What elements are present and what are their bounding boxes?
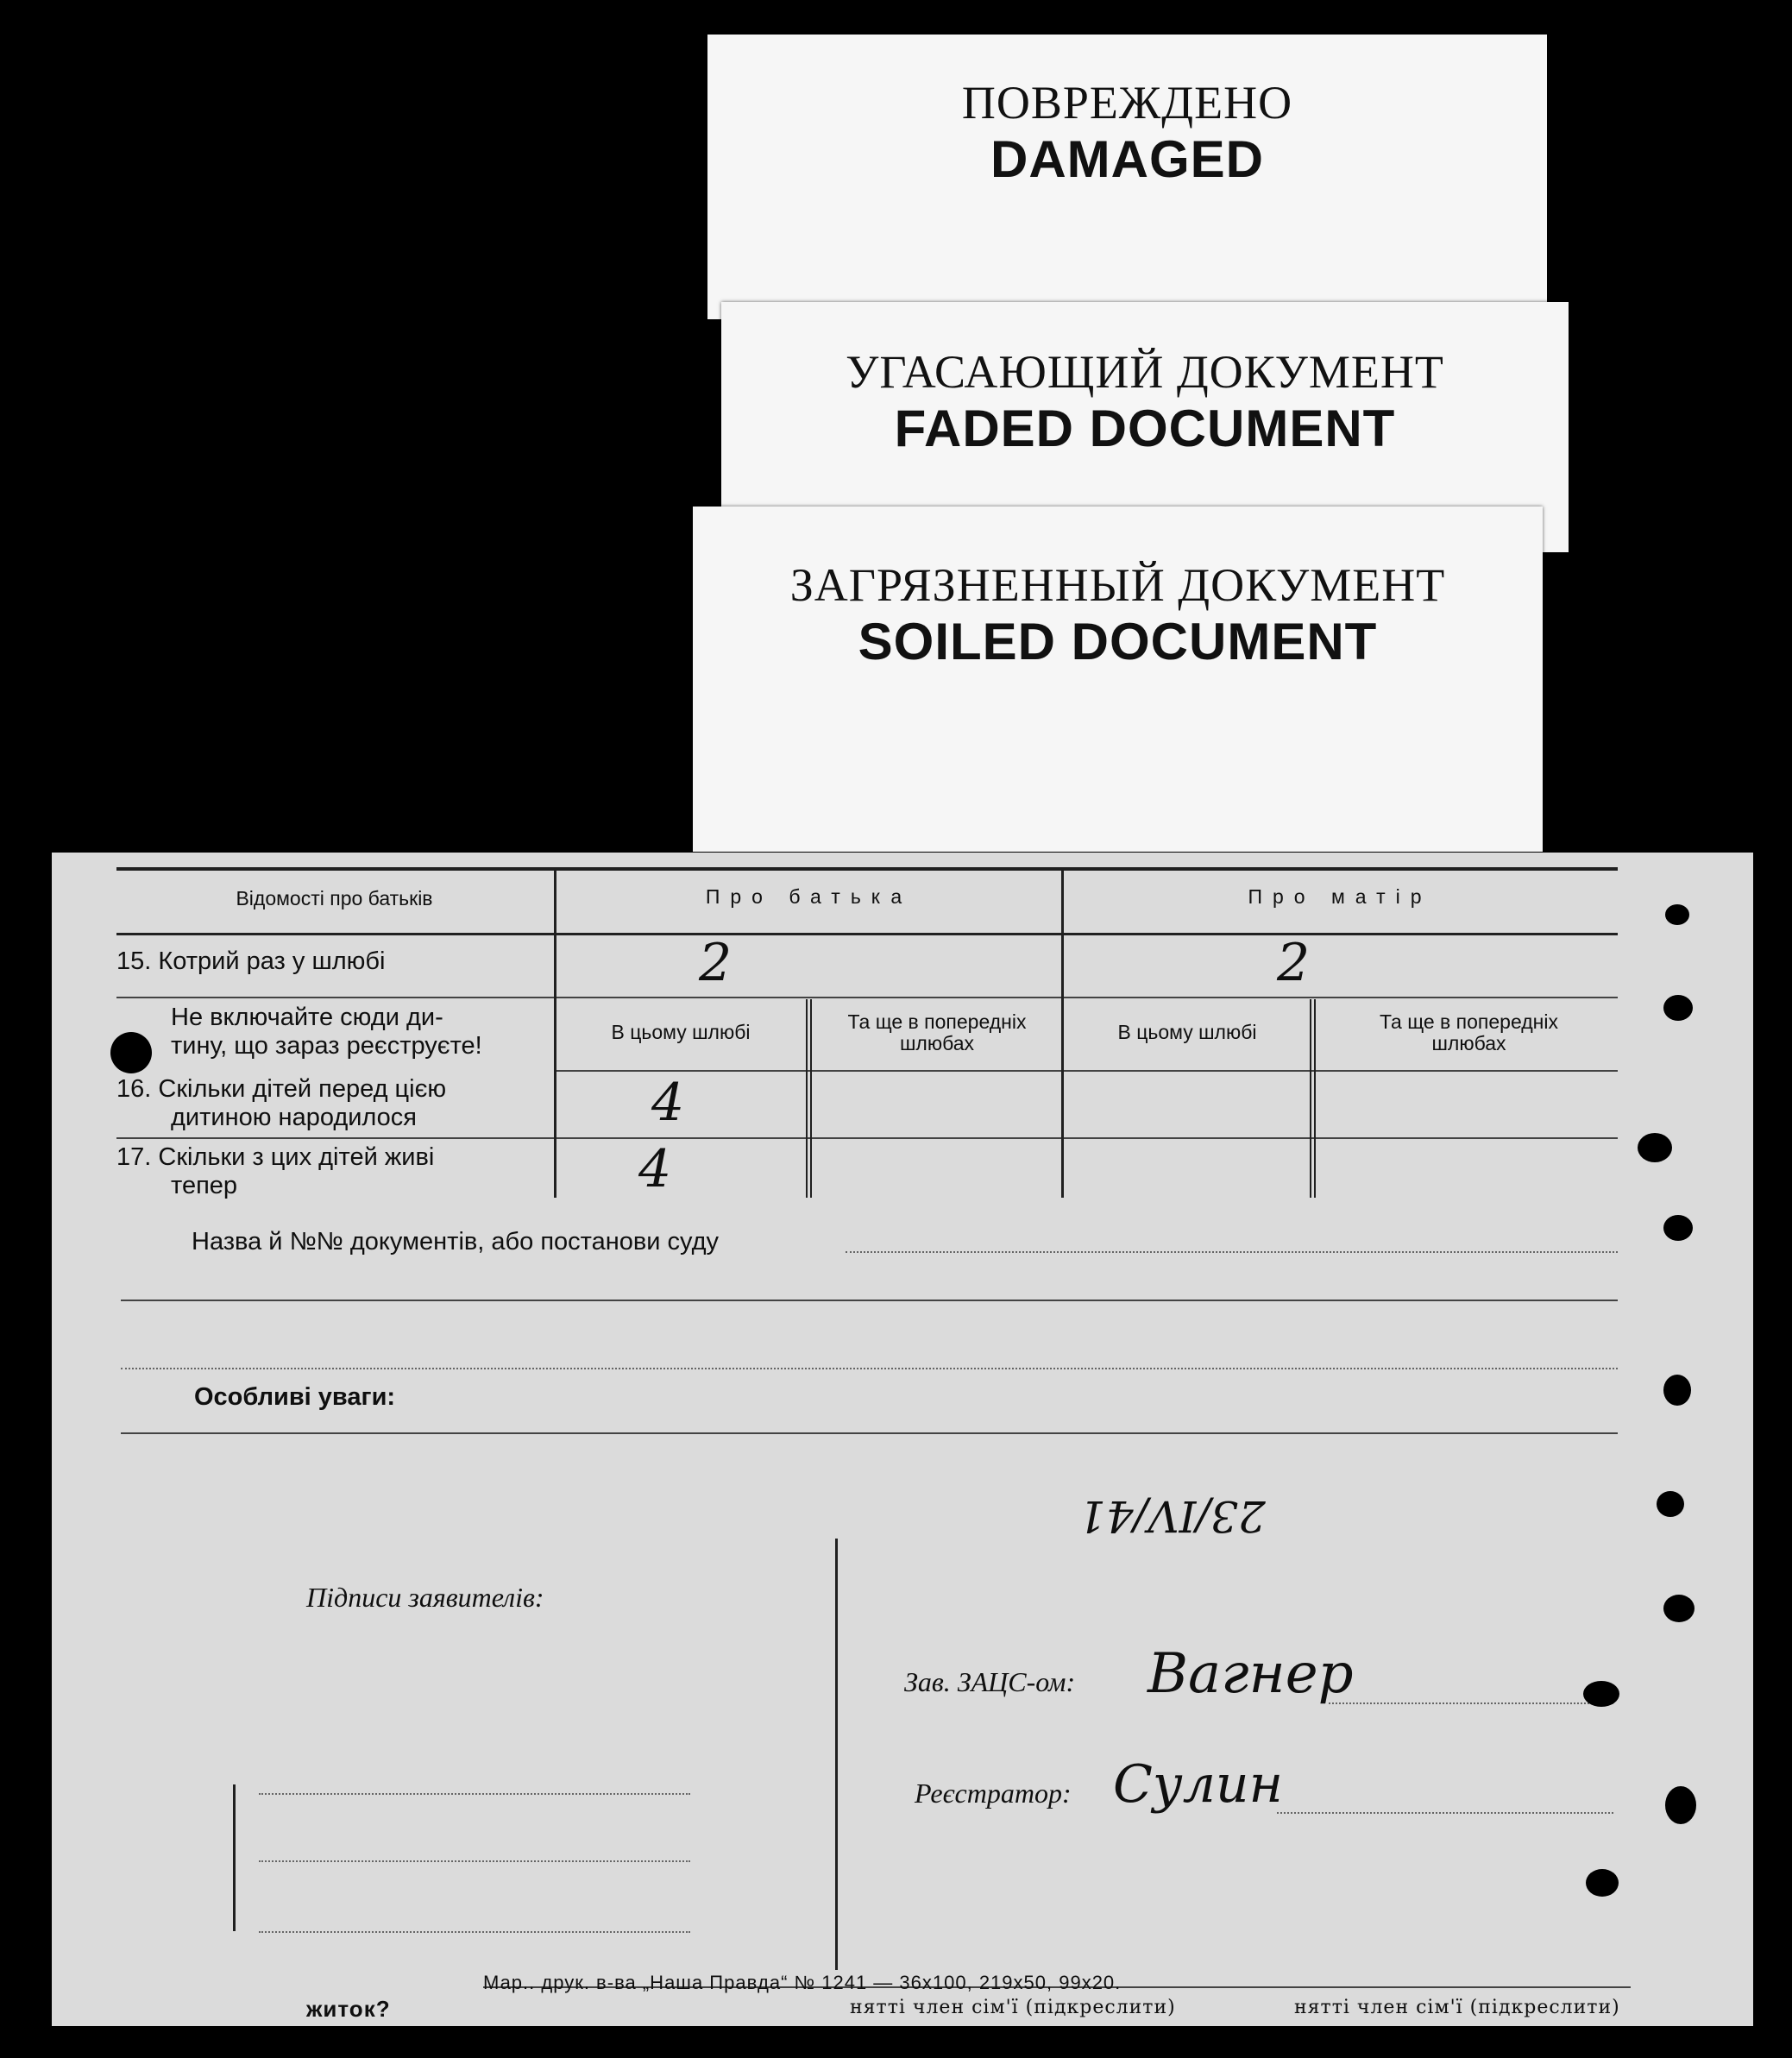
row16-line2: дитиною народилося (171, 1104, 418, 1131)
footer-family-2: нятті член сім'ї (підкреслити) (1294, 1997, 1620, 2018)
faded-ru: УГАСАЮЩИЙ ДОКУМЕНТ (846, 346, 1444, 398)
sub-divider-father (806, 999, 812, 1198)
documents-label: Назва й №№ документів, або постанови суду (192, 1228, 720, 1256)
mother-previous-line2: шлюбах (1431, 1032, 1506, 1054)
applicants-bracket (233, 1784, 236, 1931)
damage-hole (1663, 1215, 1693, 1241)
documents-line-2 (121, 1300, 1618, 1301)
table-top-line (116, 867, 1618, 871)
soiled-ru: ЗАГРЯЗНЕННЫЙ ДОКУМЕНТ (789, 559, 1446, 611)
father-previous-line2: шлюбах (899, 1032, 975, 1054)
footer-family-1: нятті член сім'ї (підкреслити) (850, 1997, 1176, 2018)
damaged-card (707, 35, 1547, 319)
head-signature: Вагнер (1148, 1642, 1354, 1706)
note-line2: тину, що зараз реєструєте! (171, 1032, 482, 1060)
row15-father-value: 2 (699, 933, 733, 993)
sub-header-line (556, 1070, 1618, 1072)
row15-mother-value: 2 (1277, 933, 1311, 993)
sub-divider-mother (1310, 999, 1316, 1198)
row17-line2: тепер (171, 1172, 238, 1199)
damage-hole (1638, 1133, 1672, 1162)
note-line1: Не включайте сюди ди- (171, 1004, 443, 1031)
col-divider-1 (554, 870, 556, 1198)
damage-hole (1665, 1786, 1696, 1824)
row16-line1: 16. Скільки дітей перед цією (116, 1075, 447, 1103)
applicants-label: Підписи заявителів: (306, 1582, 544, 1613)
registrar-label: Реєстратор: (915, 1778, 1072, 1809)
registration-form (52, 853, 1753, 2026)
punch-hole (110, 1032, 152, 1073)
damaged-ru: ПОВРЕЖДЕНО (961, 77, 1293, 129)
registrar-signature: Сулин (1113, 1754, 1284, 1815)
handwritten-date: 23/IV/41 (1078, 1491, 1266, 1541)
damage-hole (1663, 1595, 1695, 1622)
row16-father-value: 4 (651, 1073, 685, 1133)
registrar-line (1277, 1812, 1613, 1814)
applicant-line-2 (259, 1860, 690, 1862)
documents-line-1 (846, 1251, 1618, 1253)
soiled-card (693, 507, 1543, 852)
documents-line-3 (121, 1368, 1618, 1369)
signature-divider (835, 1539, 838, 1970)
soiled-en: SOILED DOCUMENT (858, 613, 1378, 670)
header-bottom-line (116, 933, 1618, 935)
special-notes-label: Особливі уваги: (194, 1383, 396, 1411)
mother-this-marriage: В цьому шлюбі (1117, 1021, 1257, 1043)
footer-left-text: житок? (306, 1996, 391, 2022)
row16-bottom-line (116, 1137, 1618, 1139)
applicant-line-1 (259, 1793, 690, 1795)
header-parents-info: Відомості про батьків (236, 887, 433, 909)
damage-hole (1657, 1491, 1684, 1517)
damage-hole (1663, 1375, 1691, 1406)
mother-previous-line1: Та ще в попередніх (1380, 1010, 1558, 1033)
footer-print-info: Мар.. друк. в-ва „Наша Правда“ № 1241 — 36х100, 219х50, 99х20. (483, 1972, 1122, 1993)
row15-bottom-line (116, 997, 1618, 998)
head-line (1329, 1702, 1613, 1704)
father-this-marriage: В цьому шлюбі (611, 1021, 751, 1043)
special-notes-line (121, 1432, 1618, 1434)
father-previous-line1: Та ще в попередніх (847, 1010, 1027, 1033)
faded-en: FADED DOCUMENT (894, 400, 1396, 457)
row15-label: 15. Котрий раз у шлюбі (116, 947, 386, 975)
col-divider-2 (1061, 870, 1064, 1198)
damage-hole (1583, 1681, 1619, 1707)
header-about-father: Про батька (705, 885, 913, 908)
damaged-en: DAMAGED (990, 130, 1264, 188)
applicant-line-3 (259, 1931, 690, 1933)
row17-father-value: 4 (638, 1139, 672, 1199)
damage-hole (1665, 904, 1689, 925)
damage-hole (1586, 1869, 1619, 1897)
header-about-mother: Про матір (1248, 885, 1432, 908)
row17-line1: 17. Скільки з цих дітей живі (116, 1143, 435, 1171)
head-label: Зав. ЗАЦС-ом: (904, 1666, 1076, 1697)
damage-hole (1663, 995, 1693, 1021)
